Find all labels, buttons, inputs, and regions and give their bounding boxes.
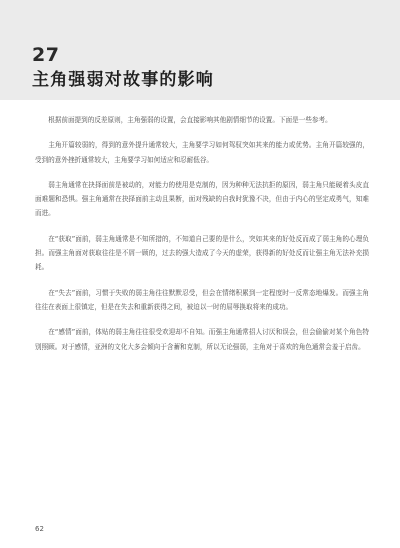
paragraph-gain: 在“获取”面前，弱主角通常是不知所措的，不知道自己要的是什么，突如其来的好处反而成了弱主角的心理负担。而强主角面对获取往往是不屑一顾的，过去的强大造成了今天的虚荣，获得新的好处反而让强主角无法补充损耗。: [35, 234, 369, 272]
chapter-number: 27: [32, 44, 60, 66]
paragraph-opening-strength: 主角开篇较弱的，得到的意外提升通常较大，主角要学习如何驾驭突如其来的能力或优势。主角开篇较强的，受到的意外挫折通常较大，主角要学习如何适应和忍耐低谷。: [35, 141, 369, 164]
paragraph-emotion: 在“感情”面前，体贴的弱主角往往很受欢迎却不自知。而强主角通常招人讨厌和误会，但会偷偷对某个角色特别照顾。对于感情，亚洲的文化大多会倾向于含蓄和克制，所以无论强弱，主角对于喜欢的角色通常会羞于启齿。: [35, 328, 369, 351]
body-text: [35, 113, 369, 365]
paragraph-choices: 弱主角通常在抉择面前是被动的，对能力的使用是克制的，因为种种无法抗拒的原因，弱主角只能硬着头皮直面难题和恐惧。强主角通常在抉择面前主动且果断，面对残缺的自我时犹豫不决，但由于内心的坚定成勇气，知难而进。: [35, 180, 369, 218]
paragraph-loss: 在“失去”面前，习惯于失败的弱主角往往默默忍受，但会在情绪积累到一定程度时一反常态地爆发。而强主角往往在表面上很镇定，但是在失去和重新获得之间，被迫以一时的屈辱换取将来的成功。: [35, 288, 369, 311]
paragraph-intro: 根据前面提到的反差原则，主角强弱的设置，会直接影响其他剧情细节的设置。下面是一些参考。: [48, 116, 332, 124]
chapter-title: 主角强弱对故事的影响: [32, 70, 214, 90]
page-number: 62: [35, 525, 44, 533]
